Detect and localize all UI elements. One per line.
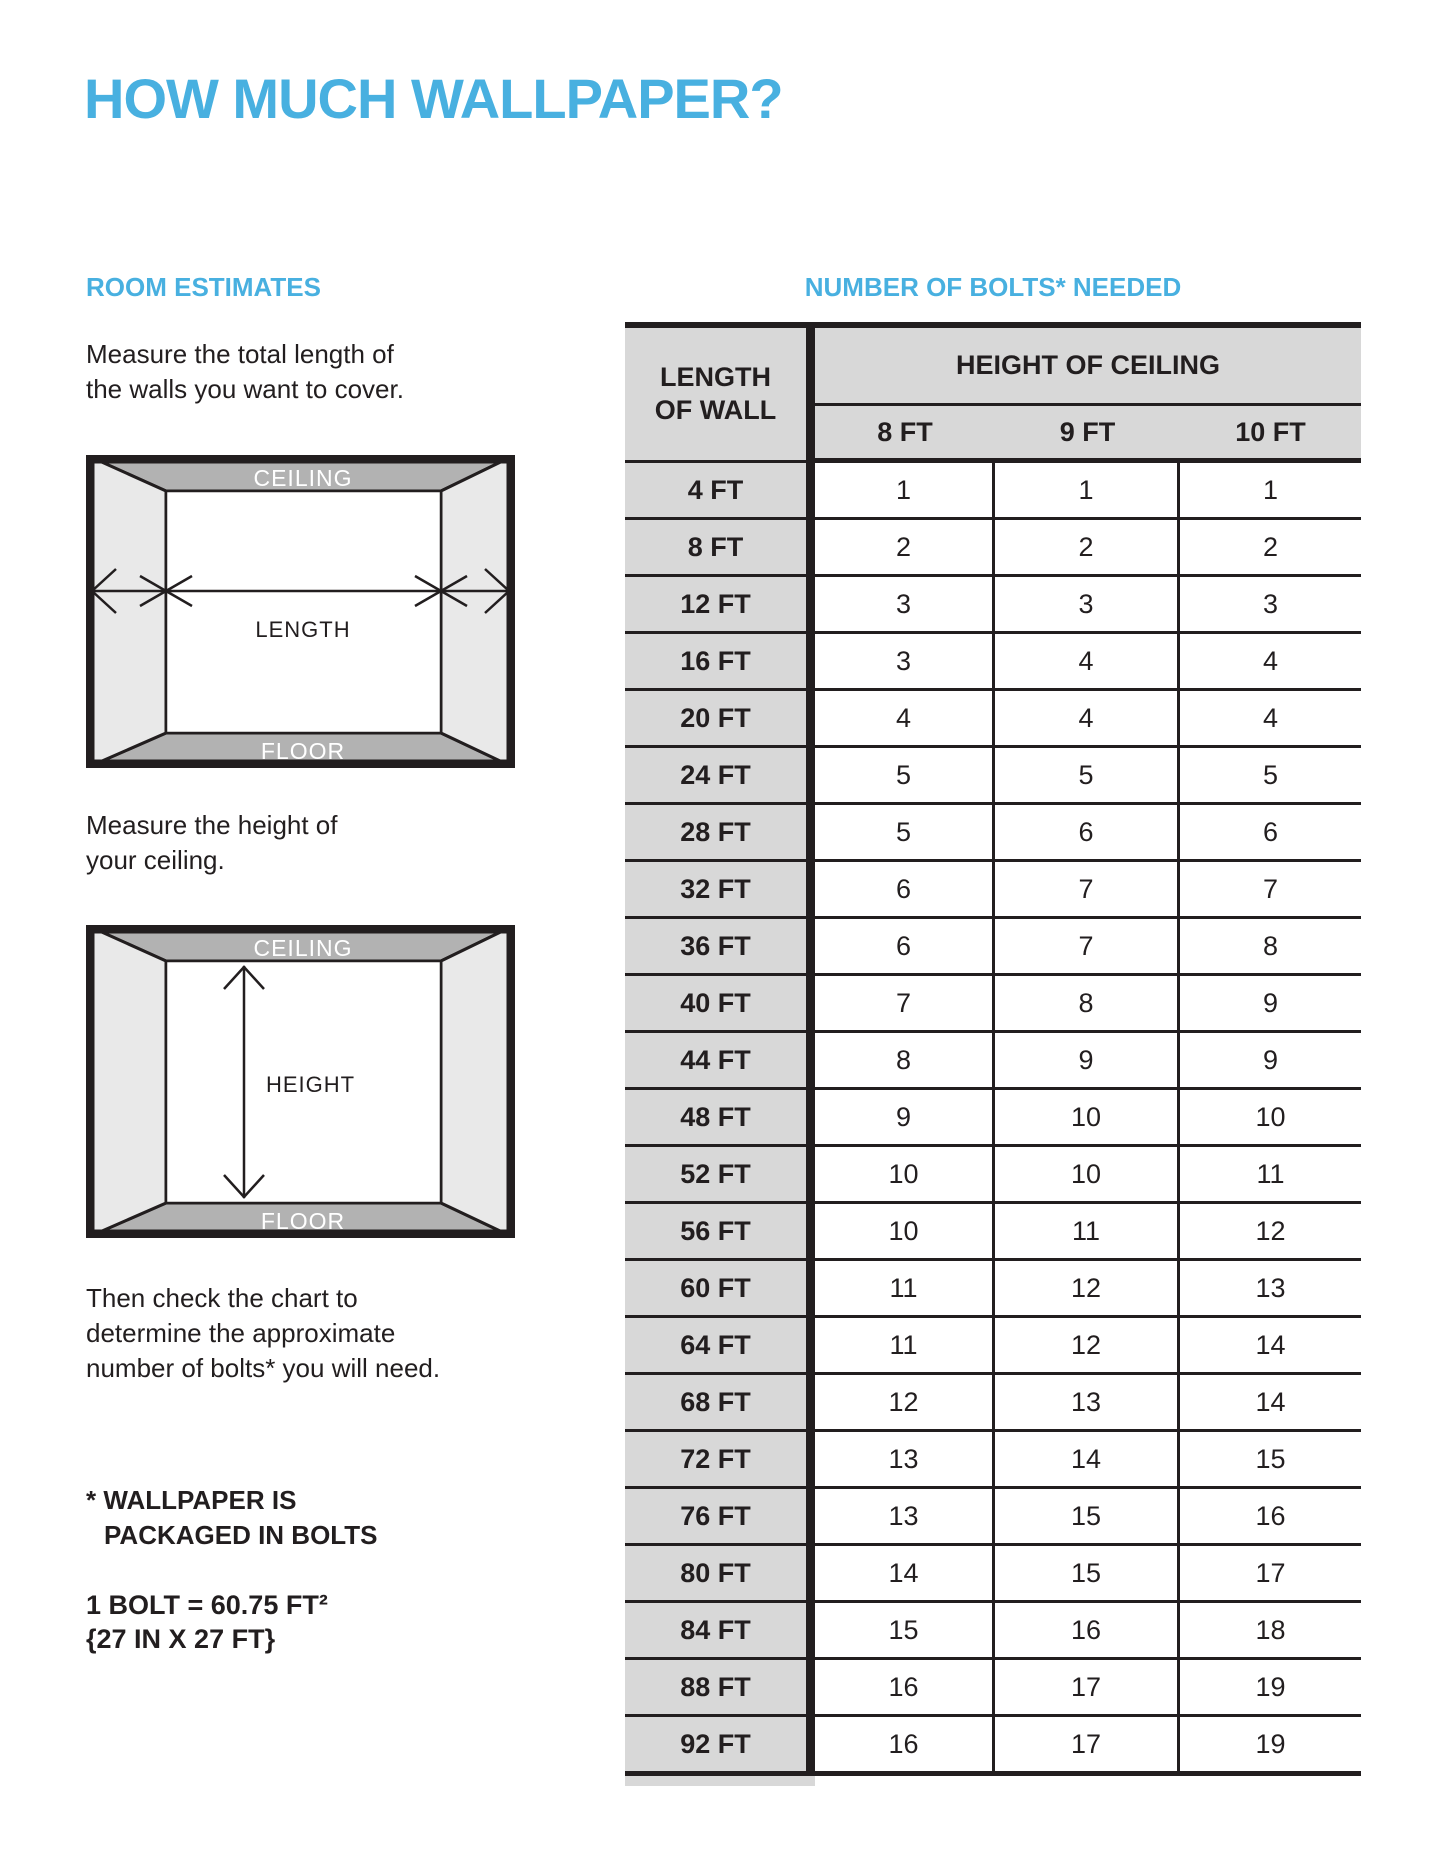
room-height-diagram [86, 925, 515, 1238]
bolt-equation [86, 1588, 328, 1656]
right-wall-face [441, 925, 515, 1238]
bolts-value: 14 [815, 1546, 995, 1603]
row-length-label: 8 FT [625, 520, 815, 577]
row-length-label: 28 FT [625, 805, 815, 862]
bolts-value: 10 [1180, 1090, 1361, 1147]
bolts-value: 12 [995, 1261, 1180, 1318]
bolts-value: 7 [1180, 862, 1361, 919]
bolts-value: 13 [815, 1432, 995, 1489]
bolts-value: 11 [815, 1261, 995, 1318]
step2-line1: Measure the height of [86, 810, 338, 840]
step-check-chart-text [86, 1281, 440, 1386]
bolts-table-heading: NUMBER OF BOLTS* NEEDED [804, 272, 1182, 302]
footnote-line2: PACKAGED IN BOLTS [104, 1520, 378, 1550]
step1-line1: Measure the total length of [86, 339, 394, 369]
bolts-value: 6 [1180, 805, 1361, 862]
row-length-label: 4 FT [625, 463, 815, 520]
bolts-value: 18 [1180, 1603, 1361, 1660]
row-length-label: 20 FT [625, 691, 815, 748]
bolts-value: 12 [815, 1375, 995, 1432]
row-group-header-line2: OF WALL [654, 395, 777, 425]
bolts-value: 17 [995, 1660, 1180, 1717]
bolts-value: 4 [1180, 691, 1361, 748]
bolts-value: 17 [1180, 1546, 1361, 1603]
bolts-value: 4 [995, 634, 1180, 691]
bolts-value: 16 [815, 1660, 995, 1717]
bolts-value: 6 [815, 862, 995, 919]
bolts-value: 16 [1180, 1489, 1361, 1546]
bolts-value: 19 [1180, 1717, 1361, 1776]
bolts-value: 4 [995, 691, 1180, 748]
step3-line3: number of bolts* you will need. [86, 1353, 441, 1383]
bolts-value: 1 [995, 463, 1180, 520]
row-length-label: 92 FT [625, 1717, 815, 1776]
row-length-label: 24 FT [625, 748, 815, 805]
row-length-label: 40 FT [625, 976, 815, 1033]
bolts-value: 10 [995, 1147, 1180, 1204]
bolts-value: 14 [1180, 1375, 1361, 1432]
back-wall-face [166, 491, 441, 733]
step-measure-height-text [86, 808, 338, 878]
room-estimates-heading: ROOM ESTIMATES [86, 272, 321, 302]
row-length-label: 56 FT [625, 1204, 815, 1261]
ceiling-label: CEILING [253, 935, 353, 961]
row-length-label: 76 FT [625, 1489, 815, 1546]
row-length-label: 88 FT [625, 1660, 815, 1717]
bolts-value: 10 [995, 1090, 1180, 1147]
bolts-value: 15 [1180, 1432, 1361, 1489]
bolts-value: 15 [815, 1603, 995, 1660]
bolts-value: 7 [995, 862, 1180, 919]
column-header-10ft: 10 FT [1180, 406, 1361, 463]
bolts-value: 2 [1180, 520, 1361, 577]
row-length-label: 52 FT [625, 1147, 815, 1204]
bolts-value: 5 [1180, 748, 1361, 805]
row-length-label: 44 FT [625, 1033, 815, 1090]
column-header-8ft: 8 FT [815, 406, 995, 463]
bolts-value: 6 [815, 919, 995, 976]
floor-label: FLOOR [260, 738, 346, 764]
bolts-value: 5 [815, 748, 995, 805]
row-length-label: 68 FT [625, 1375, 815, 1432]
bolts-value: 11 [1180, 1147, 1361, 1204]
bolts-value: 9 [1180, 976, 1361, 1033]
bolts-value: 9 [995, 1033, 1180, 1090]
bolts-value: 9 [815, 1090, 995, 1147]
step2-line2: your ceiling. [86, 845, 225, 875]
bolts-value: 13 [1180, 1261, 1361, 1318]
row-length-label: 84 FT [625, 1603, 815, 1660]
bolts-value: 16 [815, 1717, 995, 1776]
bolts-value: 9 [1180, 1033, 1361, 1090]
bolts-value: 11 [995, 1204, 1180, 1261]
bolts-value: 19 [1180, 1660, 1361, 1717]
bolts-value: 15 [995, 1546, 1180, 1603]
left-wall-face [86, 925, 166, 1238]
right-wall-face [441, 455, 515, 768]
bolts-value: 4 [1180, 634, 1361, 691]
bolts-value: 1 [815, 463, 995, 520]
row-length-label: 72 FT [625, 1432, 815, 1489]
floor-label: FLOOR [260, 1208, 346, 1234]
bolts-value: 11 [815, 1318, 995, 1375]
bolts-table-body [625, 328, 1361, 1776]
step3-line2: determine the approximate [86, 1318, 396, 1348]
bolts-value: 10 [815, 1147, 995, 1204]
bolts-footnote [86, 1483, 377, 1553]
bolts-value: 5 [995, 748, 1180, 805]
row-length-label: 12 FT [625, 577, 815, 634]
bolts-value: 8 [815, 1033, 995, 1090]
bolts-value: 12 [995, 1318, 1180, 1375]
bolts-value: 2 [815, 520, 995, 577]
column-header-9ft: 9 FT [995, 406, 1180, 463]
height-dimension-label: HEIGHT [266, 1072, 356, 1097]
bolts-value: 1 [1180, 463, 1361, 520]
bolt-equation-line1: 1 BOLT = 60.75 FT² [86, 1590, 328, 1620]
row-length-label: 32 FT [625, 862, 815, 919]
bolts-value: 5 [815, 805, 995, 862]
bolts-value: 10 [815, 1204, 995, 1261]
bolts-value: 16 [995, 1603, 1180, 1660]
row-length-label: 36 FT [625, 919, 815, 976]
bolts-value: 6 [995, 805, 1180, 862]
row-group-header-line1: LENGTH [660, 362, 771, 392]
bolts-value: 4 [815, 691, 995, 748]
step1-line2: the walls you want to cover. [86, 374, 404, 404]
bolts-value: 14 [995, 1432, 1180, 1489]
bolts-value: 7 [995, 919, 1180, 976]
table-bottom-sliver [625, 1776, 815, 1786]
row-length-label: 64 FT [625, 1318, 815, 1375]
row-length-label: 48 FT [625, 1090, 815, 1147]
row-group-header [625, 328, 815, 463]
step3-line1: Then check the chart to [86, 1283, 358, 1313]
page-title: HOW MUCH WALLPAPER? [84, 67, 783, 130]
left-wall-face [86, 455, 166, 768]
ceiling-label: CEILING [253, 465, 353, 491]
row-length-label: 16 FT [625, 634, 815, 691]
bolts-value: 15 [995, 1489, 1180, 1546]
bolts-value: 8 [1180, 919, 1361, 976]
column-group-header: HEIGHT OF CEILING [815, 328, 1361, 406]
bolts-value: 8 [995, 976, 1180, 1033]
bolts-value: 3 [815, 577, 995, 634]
footnote-line1: * WALLPAPER IS [86, 1485, 297, 1515]
length-dimension-label: LENGTH [255, 617, 351, 642]
bolts-value: 13 [815, 1489, 995, 1546]
bolt-equation-line2: {27 IN X 27 FT} [86, 1624, 276, 1654]
bolts-value: 12 [1180, 1204, 1361, 1261]
bolts-table [625, 322, 1361, 1776]
bolts-value: 13 [995, 1375, 1180, 1432]
bolts-value: 3 [1180, 577, 1361, 634]
bolts-value: 3 [995, 577, 1180, 634]
step-measure-length-text [86, 337, 404, 407]
row-length-label: 80 FT [625, 1546, 815, 1603]
row-length-label: 60 FT [625, 1261, 815, 1318]
bolts-value: 2 [995, 520, 1180, 577]
bolts-value: 14 [1180, 1318, 1361, 1375]
bolts-value: 17 [995, 1717, 1180, 1776]
bolts-value: 7 [815, 976, 995, 1033]
room-length-diagram [86, 455, 515, 768]
bolts-value: 3 [815, 634, 995, 691]
